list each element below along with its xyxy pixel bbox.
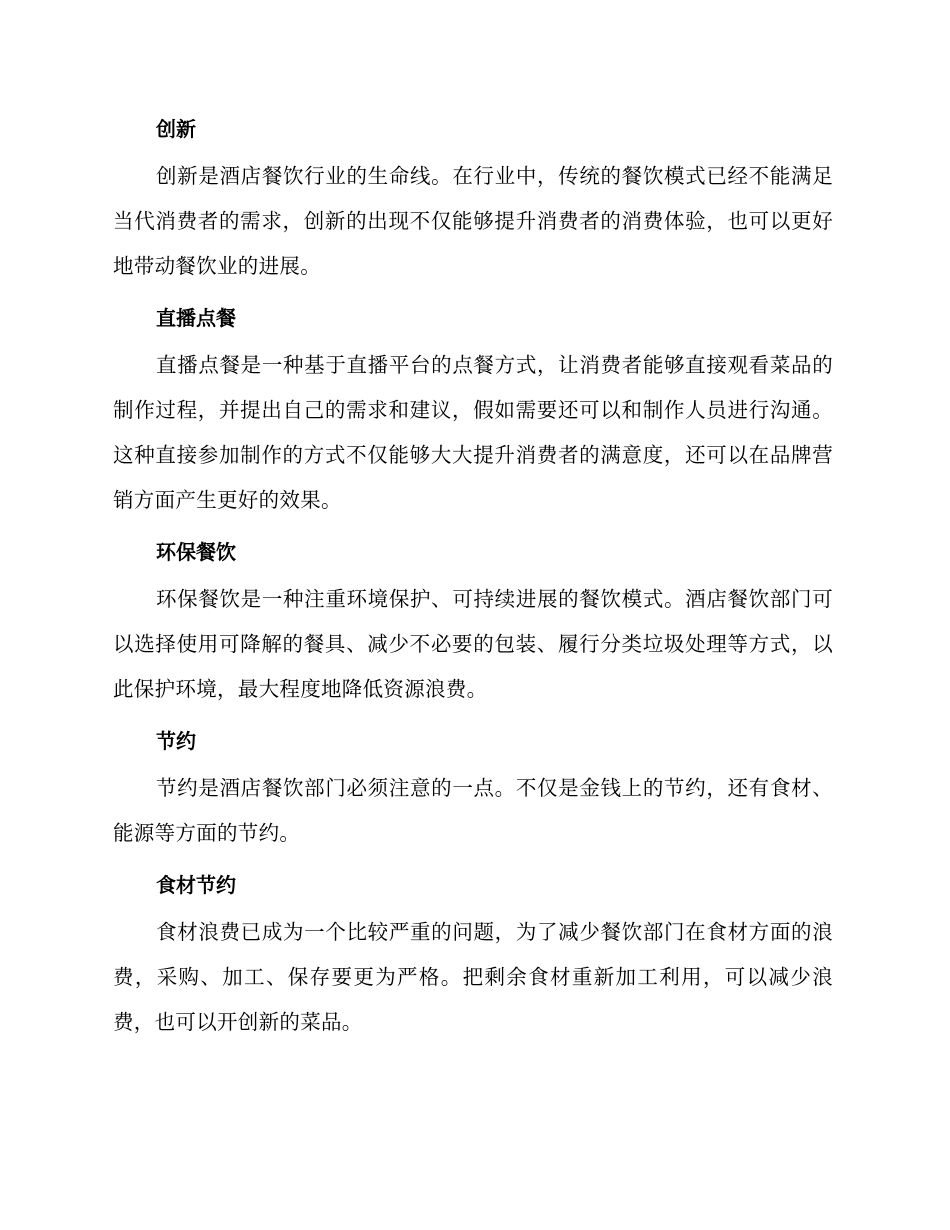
section-body-saving: 节约是酒店餐饮部门必须注意的一点。不仅是金钱上的节约，还有食材、能源等方面的节约。: [113, 776, 833, 845]
section-heading-innovation: 创新: [156, 117, 196, 141]
document-content: [113, 112, 833, 1045]
section-body-food-saving: 食材浪费已成为一个比较严重的问题，为了减少餐饮部门在食材方面的浪费，采购、加工、保存要更为严格。把剩余食材重新加工利用，可以减少浪费，也可以开创新的菜品。: [113, 920, 833, 1034]
section-heading-food-saving: 食材节约: [156, 873, 236, 897]
section-body-innovation: 创新是酒店餐饮行业的生命线。在行业中，传统的餐饮模式已经不能满足当代消费者的需求，创新的出现不仅能够提升消费者的消费体验，也可以更好地带动餐饮业的进展。: [113, 164, 833, 278]
section-heading-eco-dining: 环保餐饮: [156, 540, 236, 564]
section-heading-saving: 节约: [156, 729, 196, 753]
section-body-eco-dining: 环保餐饮是一种注重环境保护、可持续进展的餐饮模式。酒店餐饮部门可以选择使用可降解的餐具、减少不必要的包装、履行分类垃圾处理等方式，以此保护环境，最大程度地降低资源浪费。: [113, 587, 833, 701]
section-heading-live-ordering: 直播点餐: [156, 306, 236, 330]
section-body-live-ordering: 直播点餐是一种基于直播平台的点餐方式，让消费者能够直接观看菜品的制作过程，并提出自己的需求和建议，假如需要还可以和制作人员进行沟通。这种直接参加制作的方式不仅能够大大提升消费者的满意度，还可以在品牌营销方面产生更好的效果。: [113, 353, 833, 512]
